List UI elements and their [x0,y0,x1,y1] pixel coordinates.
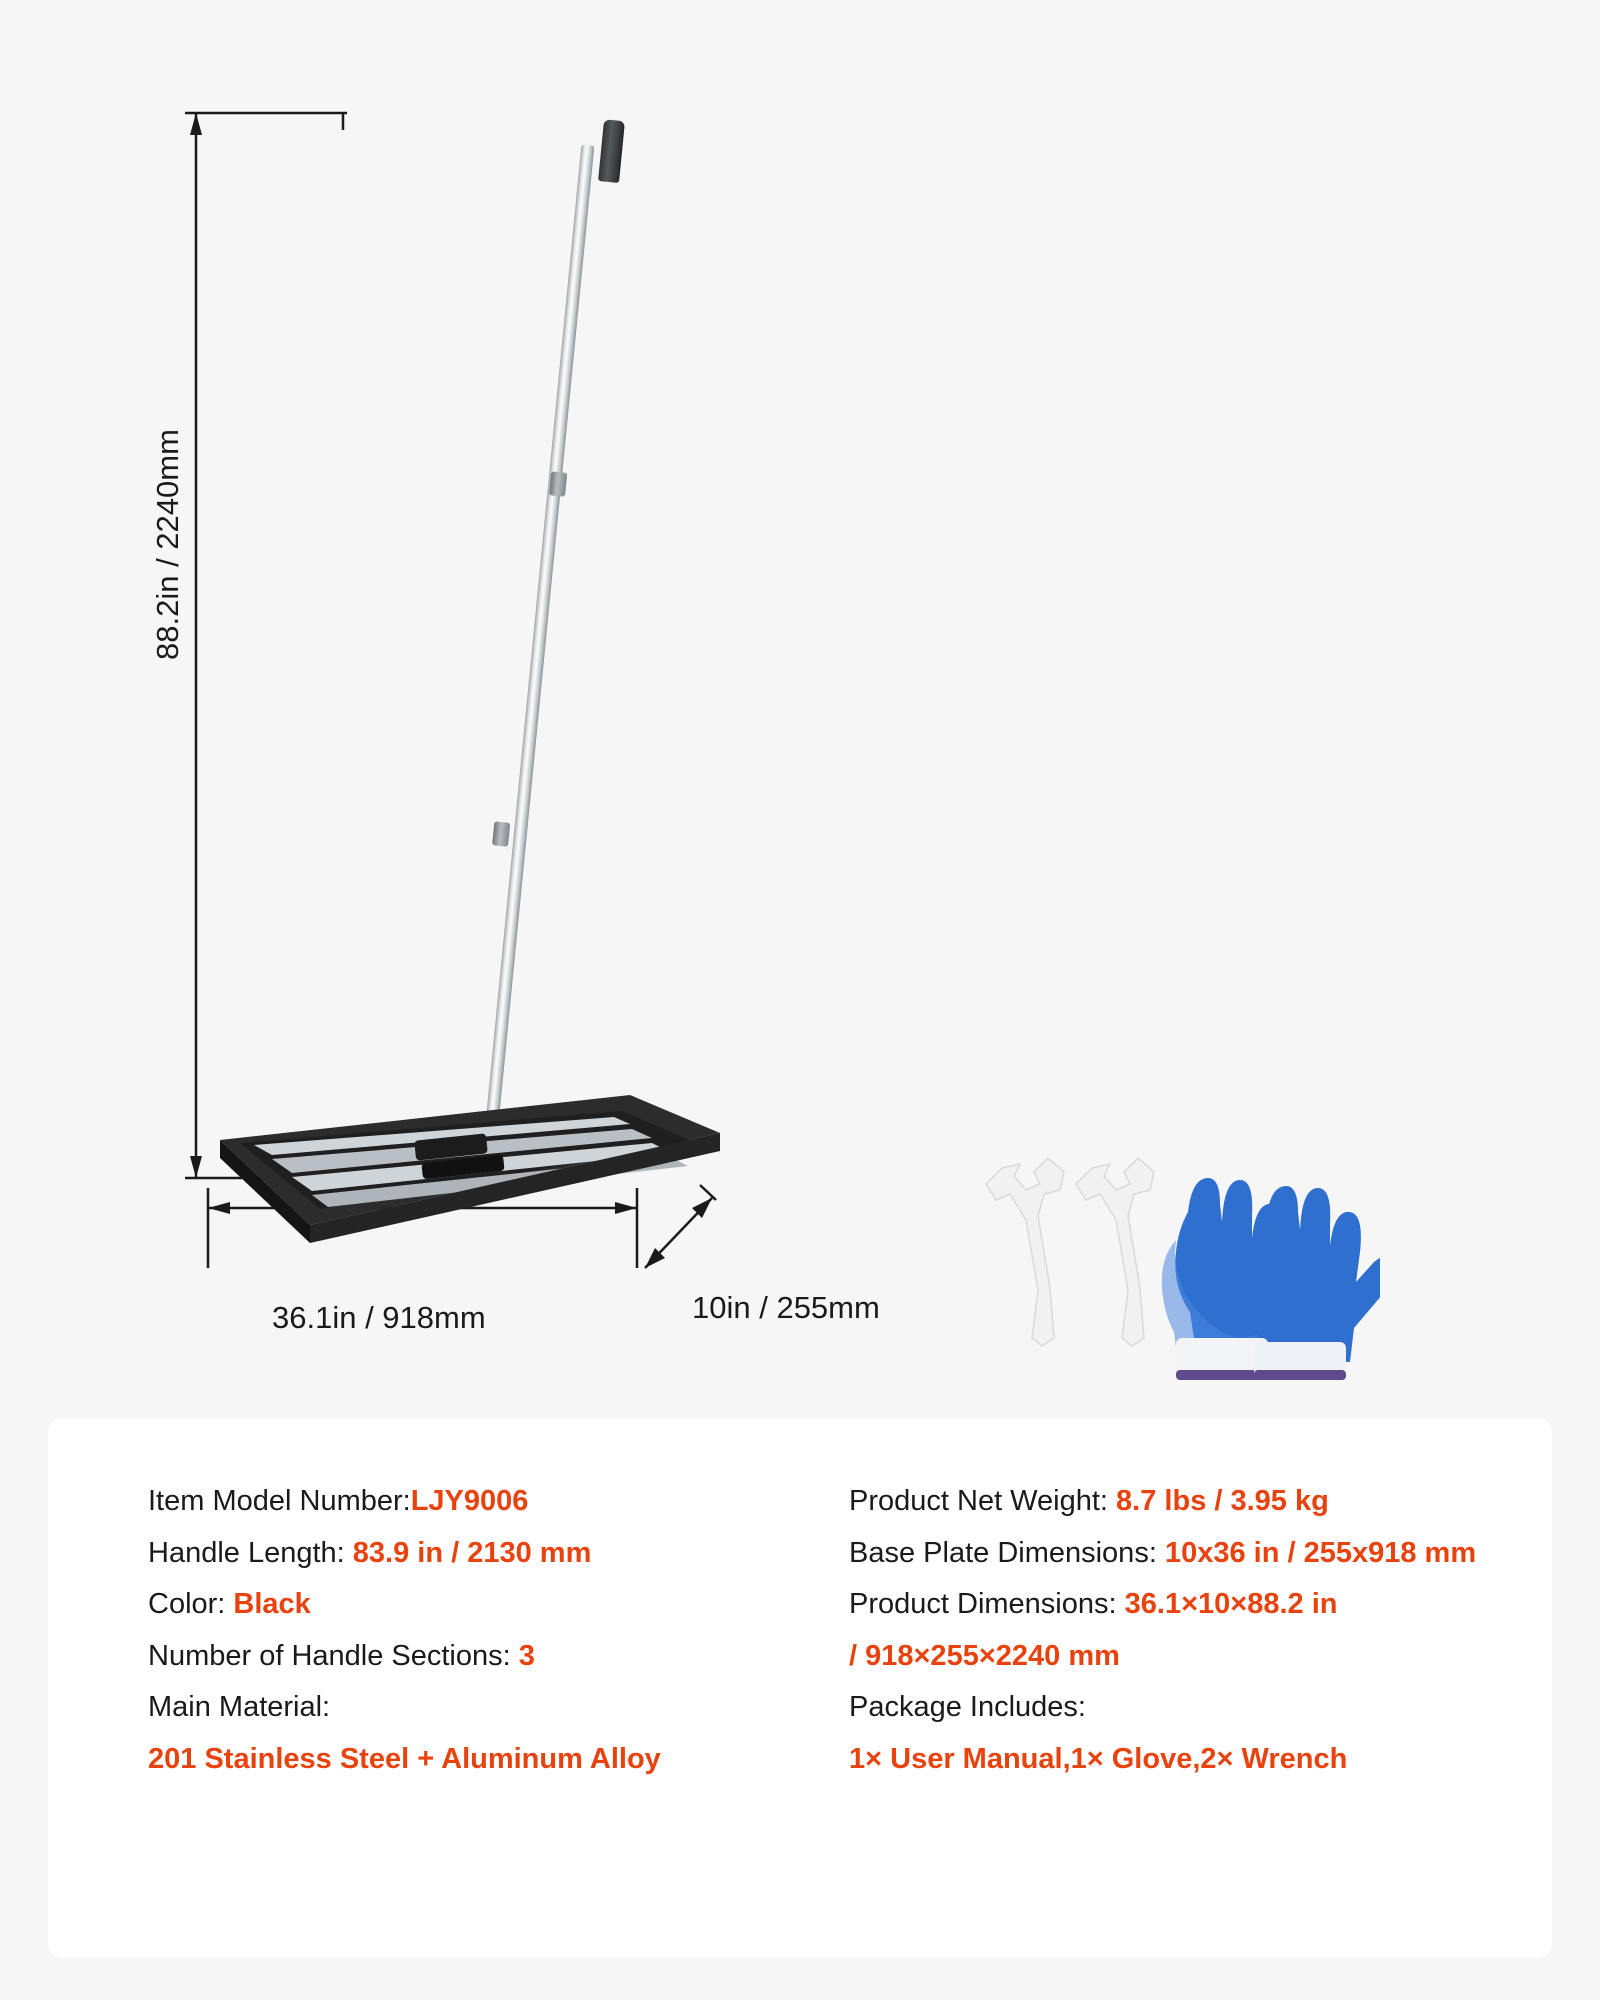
spec-item [148,1579,787,1631]
spec-label: Handle Length: [148,1536,353,1569]
spec-label: Base Plate Dimensions: [849,1536,1165,1569]
spec-value: 1× User Manual,1× Glove,2× Wrench [849,1743,1348,1776]
spec-item [849,1528,1488,1580]
spec-label: Main Material: [148,1691,331,1724]
spec-item [148,1476,787,1528]
handle-joint-lower [492,821,510,846]
spec-item [849,1579,1488,1631]
included-accessories [980,1150,1380,1380]
spec-value: 36.1×10×88.2 in [1124,1588,1338,1621]
spec-label: Number of Handle Sections: [148,1639,519,1672]
spec-item [849,1476,1488,1528]
spec-value: 8.7 lbs / 3.95 kg [1116,1485,1329,1517]
spec-item [849,1682,1488,1785]
base-plate [210,1085,730,1285]
spec-value: LJY9006 [410,1485,529,1517]
spec-label: Item Model Number: [148,1485,411,1517]
spec-label: Package Includes: [849,1691,1086,1724]
spec-value: Black [233,1588,311,1621]
spec-value: / 918×255×2240 mm [849,1639,1120,1672]
spec-label: Product Dimensions: [849,1588,1125,1621]
spec-label: Color: [148,1588,234,1621]
wrench-icon-1 [986,1158,1064,1346]
spec-value: 201 Stainless Steel + Aluminum Alloy [148,1743,661,1776]
spec-label: Product Net Weight: [849,1485,1117,1517]
spec-item [148,1528,787,1580]
specifications-column-right [849,1476,1488,1786]
handle-pole [478,144,594,1200]
spec-value: 3 [518,1639,535,1672]
spec-item [849,1631,1488,1683]
specifications-card [48,1418,1552,1958]
handle-grip [598,119,625,183]
dimension-height-label: 88.2in / 2240mm [150,429,185,660]
spec-value: 83.9 in / 2130 mm [352,1536,592,1569]
specifications-grid [148,1476,1488,1786]
glove-pair-icon [1162,1178,1380,1380]
dimension-width-label: 36.1in / 918mm [272,1300,486,1335]
spec-value: 10x36 in / 255x918 mm [1164,1536,1477,1569]
handle-joint-upper [549,471,567,496]
spec-item [148,1631,787,1683]
spec-item [148,1682,787,1785]
specifications-column-left [148,1476,787,1786]
wrench-icon-2 [1076,1158,1154,1346]
dimension-depth-label: 10in / 255mm [692,1290,880,1325]
